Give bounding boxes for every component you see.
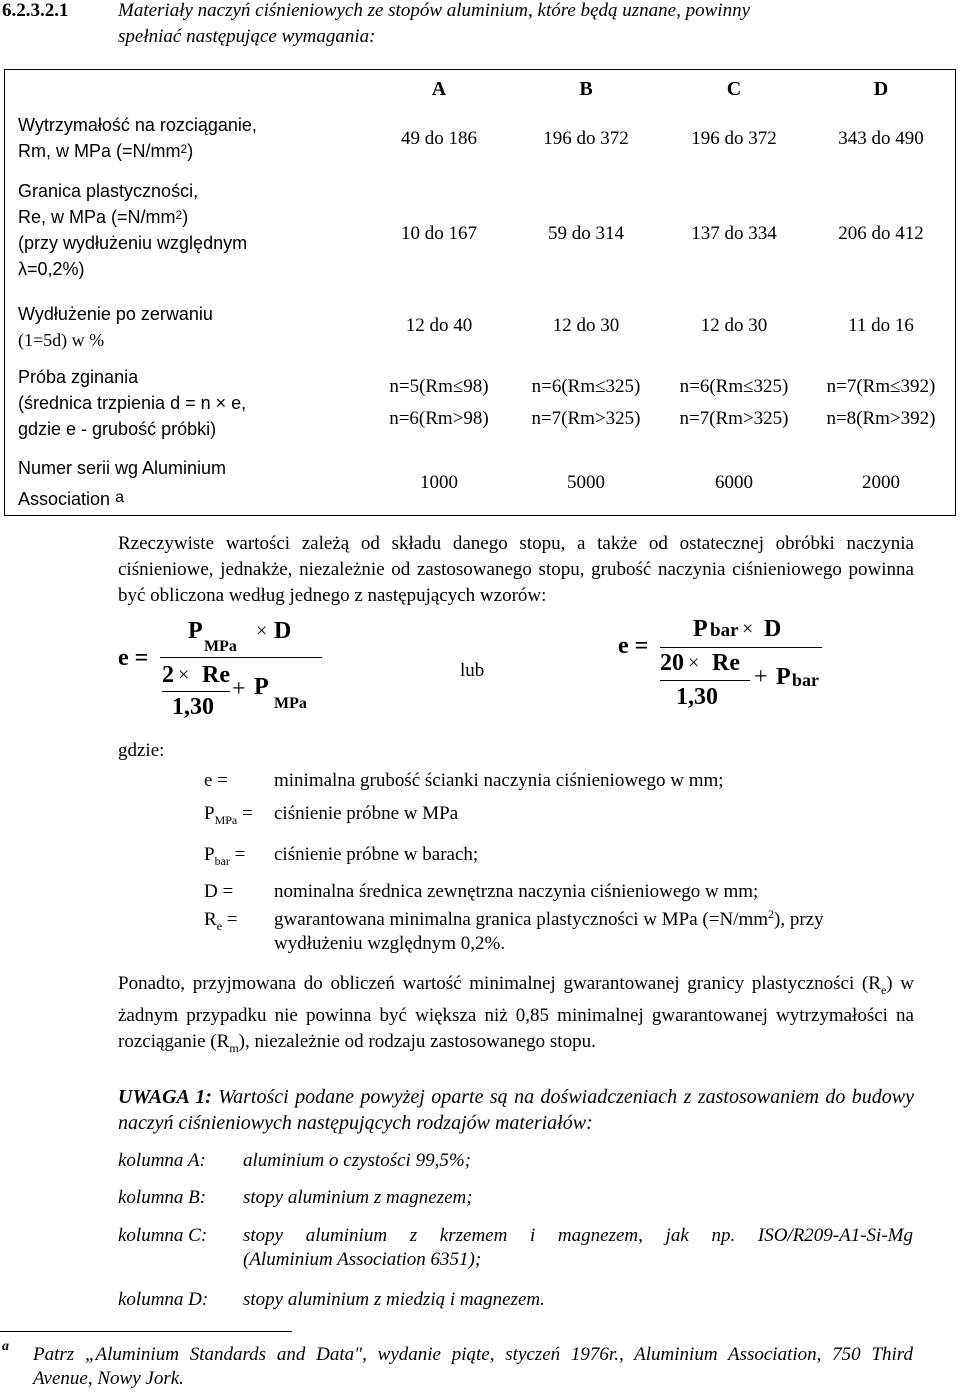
- formula-bar: e = P bar × D 20 × Re 1,30 + P bar: [618, 616, 848, 726]
- table-cell: n=6(Rm≤325): [531, 376, 641, 397]
- formula-separator-lub: lub: [460, 660, 485, 681]
- formula-mpa: e = P MPa × D 2 × Re 1,30 + P MPa: [118, 618, 348, 728]
- legend-row-e: e =: [204, 770, 228, 791]
- column-legend-label-c: kolumna C:: [118, 1225, 208, 1246]
- where-label: gdzie:: [118, 740, 165, 761]
- section-intro-line-1: Materiały naczyń ciśnieniowych ze stopów aluminium, które będą uznane, powinny: [118, 0, 751, 21]
- row-label-yield: Granica plastyczności, Re, w MPa $(=N/mm^2)$ (przy wydłużeniu względnym λ=0,2%): [18, 181, 248, 279]
- legend-text-re-line-2: wydłużeniu względnym 0,2%.: [274, 933, 506, 954]
- table-cell: 196 do 372: [691, 128, 777, 149]
- column-legend-label-d: kolumna D:: [118, 1289, 209, 1310]
- legend-row-re: $R_e$ =: [204, 909, 238, 933]
- table-cell: n=6(Rm>98): [389, 408, 489, 429]
- column-header-d: D: [873, 78, 889, 100]
- column-legend-text-d: stopy aluminium z miedzią i magnezem.: [243, 1289, 545, 1310]
- column-legend-text-c-line-2: (Aluminium Association 6351);: [243, 1249, 482, 1270]
- legend-row-p-mpa: $P_{MPa}$ =: [204, 803, 253, 827]
- column-legend-label-b: kolumna B:: [118, 1187, 207, 1208]
- note-paragraph: UWAGA 1: Wartości podane powyżej oparte są na doświadczeniach z zastosowaniem do budowy naczyń ciśnieniowych następujących rodzajów materiałów:: [118, 1086, 915, 1134]
- legend-row-d: D =: [204, 881, 234, 902]
- column-header-c: C: [726, 78, 742, 100]
- legend-text-p-bar: ciśnienie próbne w barach;: [274, 844, 479, 865]
- legend-text-p-mpa: ciśnienie próbne w MPa: [274, 803, 459, 824]
- section-intro-line-2: spełniać następujące wymagania:: [118, 26, 376, 47]
- footnote-rule: [0, 1331, 292, 1332]
- section-number: 6.2.3.2.1: [2, 0, 69, 21]
- footnote-mark: a: [2, 1339, 9, 1354]
- table-cell: n=8(Rm>392): [826, 408, 936, 429]
- column-legend-text-b: stopy aluminium z magnezem;: [243, 1187, 473, 1208]
- legend-row-p-bar: $P_{bar}$ =: [204, 844, 246, 868]
- row-label-elongation: Wydłużenie po zerwaniu (1=5d) w %: [18, 304, 213, 350]
- table-cell: 2000: [862, 472, 900, 493]
- column-legend-text-a: aluminium o czystości 99,5%;: [243, 1150, 471, 1171]
- legend-text-re: gwarantowana minimalna granica plastyczności w MPa $(=N/mm^2)$, przy: [274, 907, 824, 930]
- legend-text-d: nominalna średnica zewnętrzna naczynia ciśnieniowego w mm;: [274, 881, 759, 902]
- paragraph-actual-values: Rzeczywiste wartości zależą od składu danego stopu, a także od ostatecznej obróbki naczynia ciśnieniowe, jednakże, niezależnie od zastosowanego stopu, grubość naczynia ciśnieniowego powinna być obliczona według jednego z następujących wzorów:: [118, 533, 914, 606]
- column-header-b: B: [579, 78, 593, 100]
- table-cell: 12 do 30: [552, 315, 620, 336]
- table-cell: 1000: [420, 472, 458, 493]
- table-cell: 49 do 186: [401, 128, 477, 149]
- paragraph-yield-limit: Ponadto, przyjmowana do obliczeń wartość minimalnej gwarantowanej granicy plastyczności $(R_e)$ w żadnym przypadku nie powinna być większa niż 0,85 minimalnej gwarantowanej wytrzymałości na rozciąganie $(R_m)$, niezależnie od rodzaju zastosowanego stopu.: [118, 973, 914, 1055]
- table-cell: 10 do 167: [401, 223, 477, 244]
- table-cell: 11 do 16: [848, 315, 914, 336]
- column-header-a: A: [431, 78, 447, 100]
- table-cell: 343 do 490: [838, 128, 924, 149]
- table-cell: 12 do 30: [700, 315, 768, 336]
- table-cell: 137 do 334: [691, 223, 777, 244]
- table-cell: 5000: [567, 472, 605, 493]
- table-cell: n=5(Rm≤98): [389, 376, 489, 397]
- column-legend-label-a: kolumna A:: [118, 1150, 206, 1171]
- requirements-table: [4, 69, 956, 516]
- table-cell: 6000: [715, 472, 753, 493]
- row-label-series: Numer serii wg Aluminium Association $^a$: [18, 458, 227, 509]
- table-cell: n=7(Rm>325): [531, 408, 641, 429]
- footnote-line-2: Avenue, Nowy Jork.: [33, 1368, 184, 1389]
- legend-text-e: minimalna grubość ścianki naczynia ciśnieniowego w mm;: [274, 770, 724, 791]
- table-cell: n=7(Rm>325): [679, 408, 789, 429]
- column-legend-text-c: stopy aluminium z krzemem i magnezem, jak np. ISO/R209-A1-Si-Mg: [243, 1225, 913, 1246]
- table-cell: n=6(Rm≤325): [679, 376, 789, 397]
- note-label: UWAGA 1:: [118, 1086, 212, 1108]
- table-cell: 196 do 372: [543, 128, 629, 149]
- footnote-line-1: Patrz „Aluminium Standards and Data", wydanie piąte, styczeń 1976r., Aluminium Association, 750 Third: [33, 1344, 913, 1365]
- table-cell: 12 do 40: [405, 315, 473, 336]
- table-cell: n=7(Rm≤392): [826, 376, 936, 397]
- row-label-tensile: Wytrzymałość na rozciąganie, Rm, w MPa $(=N/mm^2)$: [18, 115, 257, 161]
- table-cell: 59 do 314: [548, 223, 624, 244]
- table-cell: 206 do 412: [838, 223, 924, 244]
- row-label-bend-test: Próba zginania (średnica trzpienia d = n × e, gdzie e - grubość próbki): [18, 367, 247, 439]
